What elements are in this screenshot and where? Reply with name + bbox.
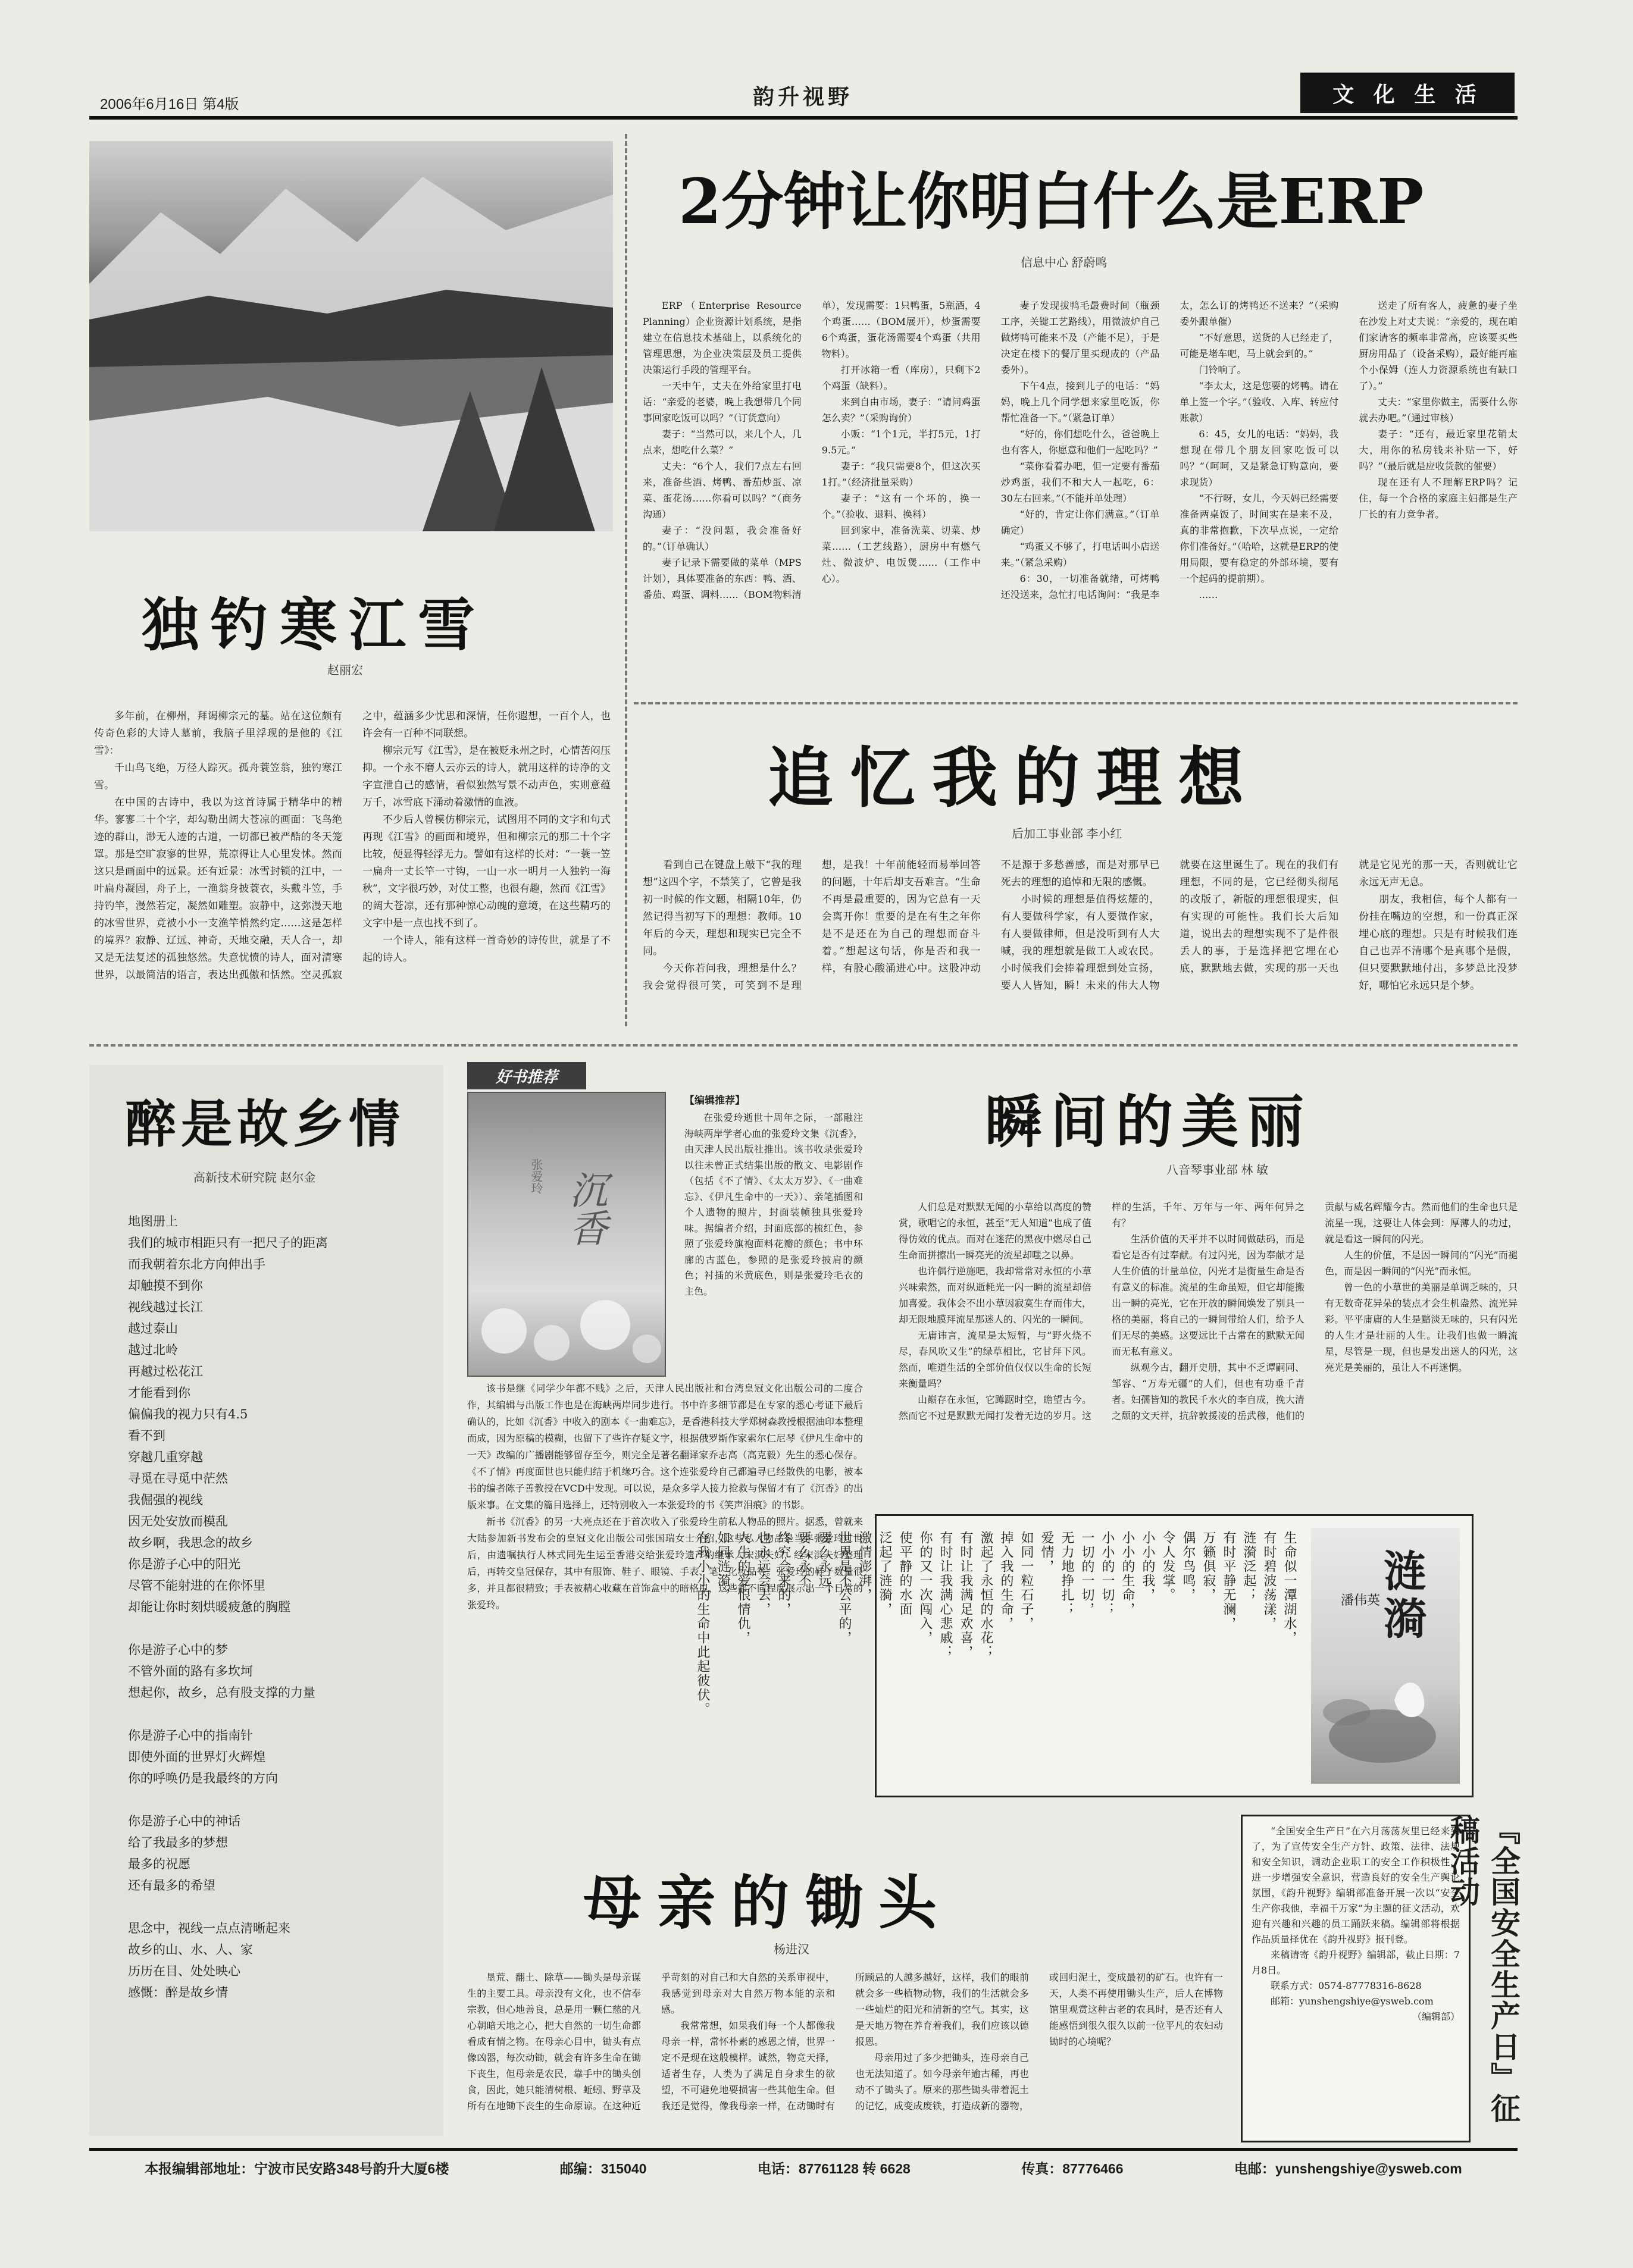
- poem-line: 你是游子心中的阳光: [128, 1557, 240, 1571]
- section-divider: [634, 702, 1518, 704]
- poem-line: 思念中，视线一点点清晰起来: [128, 1921, 290, 1935]
- poem-column: 如同一粒石子，: [1019, 1531, 1034, 1631]
- paragraph: 回到家中，准备洗菜、切菜、炒菜……（工艺线路），厨房中有燃气灶、微波炉、电饭煲……（工作中心）。: [821, 525, 981, 584]
- paragraph: 也许偶行逆施吧，我却常常对永恒的小草兴味索然，而对纵逝耗光一闪一瞬的流星却倍加喜爱。我体会不出小草因寂寞生存而伟大，却无限地膜拜流星那迷人的、闪光的一瞬间。: [899, 1265, 1091, 1325]
- paragraph: 看到自己在键盘上敲下“我的理想”这四个字，不禁笑了，它曾是我初一时候的作文题，相隔10年，仍然记得当初写下的理想：教师。10年后的今天，理想和现实已完全不同。: [643, 859, 802, 957]
- poem-line: 最多的祝愿: [128, 1857, 190, 1871]
- section-banner: [1300, 73, 1515, 113]
- paragraph: 6：30，一切准备就绪，可烤鸭还没送来，急忙打电话询问：“我是李太，怎么订的烤鸭还不送来？”（采购委外跟单催）: [1000, 300, 1339, 600]
- poem-line: 想起你，故乡，总有股支撑的力量: [128, 1686, 315, 1700]
- paragraph: 纵观今古，翻开史册，其中不乏谭嗣同、邹容、“万寿无疆”的人们，但也有功垂千青者。妇孺皆知的教民千水火的李自成，挽大清之颓的文天祥，抗辞敦援凌的岳武穆，他们的贡献与威名辉耀今古。然而他们的生命也只是流星一现，这要让人体会到：厚薄人的功过，就是看这一瞬间的闪光。: [1112, 1201, 1518, 1421]
- poem-column: 人生的爱恨情仇，: [736, 1531, 750, 1645]
- book-tag-label: 好书推荐: [495, 1068, 558, 1086]
- paragraph: 多年前，在柳州，拜谒柳宗元的墓。站在这位颇有传奇色彩的大诗人墓前，我脑子里浮现的是他的《江雪》：: [94, 710, 342, 757]
- poem-column: 小小的生命，: [1120, 1531, 1135, 1617]
- hometown-title: 醉是故乡情: [125, 1094, 405, 1154]
- section-divider: [89, 1044, 1518, 1047]
- lotus-icon: [1311, 1665, 1460, 1784]
- paragraph: 下午4点，接到儿子的电话：“妈妈，晚上几个同学想来家里吃饭，你帮忙准备一下。”（紧急订单）: [1000, 380, 1160, 424]
- paragraph: 生活价值的天平并不以时间做砝码，而是看它是否有过奉献。有过闪光，因为奉献才是人生价值的计量单位，闪光才是衡量生命是否有意义的标准。流星的生命虽短，但它却能搬出一瞬的亮光，它在开放的瞬间焕发了别具一格的美丽，将自己的一瞬间带给人们，给予人们无尽的美感。这要远比千古常在的默默无闻而无私有意义。: [1112, 1233, 1304, 1357]
- poem-column: 终究会来的，: [776, 1531, 791, 1617]
- paper-name: 韵升视野: [753, 84, 853, 109]
- beauty-title: 瞬间的美丽: [985, 1088, 1312, 1155]
- book-cover-title: 沉香: [563, 1170, 607, 1246]
- poem-column: 要么永不。: [796, 1531, 811, 1602]
- paragraph: 妻子：“没问题，我会准备好的。”（订单确认）: [643, 525, 802, 552]
- paragraph: 妻子：“我只需要8个，但这次买1打。”（经济批量采购）: [821, 461, 981, 488]
- poem-line: 穿越几重穿越: [128, 1450, 203, 1464]
- safety-side-title: 『全国安全生产日』征稿活动: [1446, 1815, 1521, 2124]
- hometown-lines: [128, 1211, 437, 2127]
- safety-text: [1252, 1824, 1460, 2133]
- ideal-title: 追忆我的理想: [768, 740, 1260, 816]
- poem-line: 历历在目、处处映心: [128, 1964, 240, 1978]
- paragraph: 人们总是对默默无闻的小草给以高度的赞赏，歌唱它的永恒，甚至“无人知道”也成了值得仿效的优点。而对在迷茫的黑夜中燃尽自己生命而拼擦出一瞬亮光的流星却嗤之以鼻。: [899, 1201, 1091, 1261]
- poem-column: 如同涟漪，: [715, 1531, 730, 1602]
- book-cover: [467, 1092, 666, 1377]
- poem-column: 掉入我的生命，: [999, 1531, 1013, 1631]
- poem-column: 有时让我满心悲戚；: [938, 1531, 953, 1659]
- poem-column: 在我小小的生命中此起彼伏。: [695, 1531, 710, 1716]
- paragraph: 今天你若问我，理想是什么？我会觉得很可笑，可笑到不是理想，是我！十年前能轻而易举回答的问题，十年后却支吾难言。“生命不再是最重要的，因为它总有一天会离开你！重要的是在有生之年你是不是还在为自己的理想而奋斗着。”想起这句话，你是否和我一样，有股心酸涌进心中。这股冲动不是源于多愁善感，而是对那早已死去的理想的追悼和无限的感慨。: [643, 859, 1160, 992]
- poem-line: 地图册上: [128, 1214, 178, 1229]
- poem-line: 我们的城市相距只有一把尺子的距离: [128, 1236, 328, 1250]
- paragraph: “菜你看着办吧，但一定要有番茄炒鸡蛋，我们不和大人一起吃，6：30左右回来。”（不能并单处理）: [1000, 461, 1160, 504]
- header-rule: [89, 116, 1518, 120]
- paragraph: “好的，肯定让你们满意。”（订单确定）: [1000, 509, 1160, 536]
- poem-line: 你是游子心中的神话: [128, 1814, 240, 1828]
- paragraph: 新书《沉香》的另一大亮点还在于首次收入了张爱玲生前私人物品的照片。据悉，曾就来大陆参加新书发布会的皇冠文化出版公司张国瑞女士介绍，这些私人物品是当年张爱玲过世后，由遗嘱执行人林式同先生运至香港交给张爱玲遗产的继承人宋淇夫妇，经宋淇夫妇整理后，再转交皇冠保存，其中有服饰、鞋子、眼镜、手表、笔、化妆品等。张爱玲的鞋子数量很多，并且都很精致；手表被精心收藏在首饰盒中的暗格里，这些都不同程度展示出一个日常的张爱玲。: [467, 1516, 863, 1611]
- paragraph: ……: [1199, 589, 1218, 600]
- poem-column: 也永远会去，: [756, 1531, 771, 1617]
- footer: [89, 2153, 1518, 2182]
- paragraph: 小时候的理想是值得炫耀的，有人要做科学家，有人要做作家，有人要做律师，但是没听到有人大喊，我的理想就是做工人或农民。小时候我们会捧着理想到处宣扬，要人人皆知，瞬！未来的伟大人物就要在这里诞生了。现在的我们有理想，不同的是，它已经彻头彻尾的改版了，新版的理想很现实，但有实现的可能性。我们长大后知道，说出去的理想实现不了是件很丢人的事，于是选择把它埋在心底，默默地去做，实现的那一天也就是它见光的那一天，否则就让它永远无声无息。: [1000, 859, 1518, 992]
- poem-line: 还有最多的希望: [128, 1878, 215, 1893]
- poem-column: 你的又一次闯入，: [918, 1531, 933, 1645]
- paragraph: 千山鸟飞绝，万径人踪灭。孤舟蓑笠翁，独钓寒江雪。: [94, 762, 342, 791]
- poem-column: 有时让我满足欢喜，: [958, 1531, 973, 1659]
- erp-byline: 信息中心 舒蔚鸣: [1021, 256, 1108, 270]
- beauty-byline: 八音琴事业部 林 敏: [1166, 1164, 1269, 1177]
- book-body: [684, 1110, 863, 1375]
- safety-body: “全国安全生产日”在六月荡荡灰里已经来到了，为了宣传安全生产方针、政策、法律、法规和安全知识，调动企业职工的安全工作积极性，进一步增强安全意识，营造良好的安全生产舆论氛围，《韵升视野》编辑部准备开展一次以“安全生产你我他，幸福千万家”为主题的征文活动，欢迎有兴趣和兴趣的员工踊跃来稿。编辑部将根据作品质量择优在《韵升视野》报刊登。: [1252, 1825, 1460, 1945]
- paragraph: 人生的价值，不是因一瞬间的“闪光”而褪色，而是因一瞬间的“闪光”而永恒。: [1325, 1249, 1518, 1277]
- poem-line: 寻觅在寻觅中茫然: [128, 1471, 228, 1486]
- footer-address: 本报编辑部地址：宁波市民安路348号韵升大厦6楼: [145, 2160, 449, 2176]
- poem-line: 再越过松花江: [128, 1364, 203, 1379]
- snow-byline: 赵丽宏: [327, 664, 363, 677]
- poem-line: [128, 1896, 437, 1918]
- paragraph: 柳宗元写《江雪》，是在被贬永州之时，心情苦闷压抑。一个永不磨人云亦云的诗人，就用这样的诗净的文字宣泄自己的感情，看似独然写景不动声色，实则意蕴万千，冰雪底下涌动着激情的血液。: [362, 745, 611, 809]
- paragraph: 打开冰箱一看（库房），只剩下2个鸡蛋（缺料）。: [821, 364, 981, 391]
- poem-column: 无力地挣扎；: [1059, 1531, 1074, 1617]
- lianyi-author: 潘伟英: [1341, 1593, 1381, 1608]
- poem-column: 有时平静无澜，: [1221, 1531, 1236, 1631]
- paragraph: 妻子发现拔鸭毛最费时间（瓶颈工序，关键工艺路线），用微波炉自己做烤鸭可能来不及（产能不足），于是决定在楼下的餐厅里买现成的（产品委外）。: [1000, 300, 1160, 375]
- poem-column: 激起了永恒的水花；: [978, 1531, 993, 1659]
- poem-line: 故乡的山、水、人、家: [128, 1943, 253, 1957]
- footer-rule: [89, 2148, 1518, 2151]
- poem-column: 激情澎湃，: [857, 1531, 872, 1602]
- paragraph: 我常常想，如果我们每一个人都像我母亲一样，常怀朴素的感恩之情，世界一定不是现在这般模样。诚然，物竞天择，适者生存，人类为了满足自身求生的欲望，不可避免地要损害一些其他生命。但我还是觉得，像我母亲一样，在动锄时有所顾忌的人越多越好，这样，我们的眼前就会多一些植物动物，我们的生活就会多一些灿烂的阳光和清新的空气。其实，这是天地万物在养育着我们，我们应该以德报恩。: [661, 1972, 1029, 2112]
- poem-line: 故乡啊，我思念的故乡: [128, 1536, 253, 1550]
- landscape-photo: [89, 141, 613, 531]
- lianyi-box: [695, 1514, 1474, 1797]
- book-editor-label: 【编辑推荐】: [684, 1095, 745, 1107]
- paragraph: 垦荒、翻土、除草——锄头是母亲谋生的主要工具。母亲没有文化，也不信奉宗教，但心地善良，总是用一颗仁慈的凡心朝暗天地之心，把大自然的一切生命都看成有情之物。在母亲心目中，锄头有点像凶器，每次动锄，就会有许多生命在锄下丧生，但母亲是农民，靠手中的锄头创食，因此，她只能清树根、蚯蚓、野草及所有在地锄下丧生的生命原谅。在这种近乎苛刻的对自己和大自然的关系审视中，我感觉到母亲对大自然万物本能的亲和感。: [467, 1972, 835, 2112]
- footer-phone: 电话：87761128 转 6628: [757, 2160, 911, 2176]
- mother-byline: 杨进汉: [774, 1943, 809, 1956]
- paragraph: 妻子记录下需要做的菜单（MPS计划），具体要准备的东西：鸭、酒、番茄、鸡蛋、调料……（BOM物料清单），发现需要：1只鸭蛋，5瓶酒，4个鸡蛋……（BOM展开），炒蛋需要6个鸡蛋，蛋花汤需要4个鸡蛋（共用物料）。: [643, 300, 981, 600]
- poem-line: 视线越过长江: [128, 1300, 203, 1314]
- poem-column: 要么永远，: [816, 1531, 831, 1602]
- poem-column: 爱情，: [1039, 1531, 1054, 1574]
- snow-title: 独钓寒江雪: [142, 591, 487, 659]
- safety-email: 邮箱：yunshengshiye@ysweb.com: [1271, 1996, 1434, 2007]
- poem-line: 你是游子心中的梦: [128, 1643, 228, 1657]
- snow-body: [94, 708, 611, 1029]
- lianyi-title: 涟漪: [1377, 1549, 1427, 1644]
- paragraph: 一天中午，丈夫在外给家里打电话：“亲爱的老婆，晚上我想带几个同事回家吃饭可以吗？”（订货意向）: [643, 380, 802, 424]
- paragraph: 该书是继《同学少年都不贱》之后，天津人民出版社和台湾皇冠文化出版公司的二度合作，其编辑与出版工作也是在海峡两岸同步进行。书中许多细节都是在专家的悉心考证下最后确认的，比如《沉香》中收入的剧本《一曲难忘》，是香港科技大学郑树森教授根据油印本整理而成，因为原稿的模糊，也留下了些许存疑文字，根据俄罗斯作家索尔仁尼琴《伊凡生命中的一天》改编的广播剧能够留存至今，则完全是著名翻译家乔志高（高克毅）先生的悉心保存。《不了情》再度面世也只能归结于机缘巧合。这个连张爱玲自己都遍寻已经散佚的电影，被本书的编者陈子善教授在VCD中发现。可以说，是众多学人接力抢救与保留才有了《沉香》的出版来事。在文集的篇目选择上，还特别收入一本张爱玲的书《笑声泪痕》的书影。: [467, 1383, 863, 1511]
- poem-line: 越过泰山: [128, 1321, 178, 1336]
- poem-line: 尽管不能射进的在你怀里: [128, 1578, 265, 1593]
- poem-column: 使平静的水面: [897, 1531, 912, 1617]
- poem-line: 而我朝着东北方向伸出手: [128, 1257, 265, 1271]
- paragraph: 妻子：“当然可以，来几个人，几点来，想吃什么菜？”: [643, 428, 802, 456]
- poem-line: 即使外面的世界灯火辉煌: [128, 1750, 265, 1764]
- paragraph: 无庸讳言，流星是太短暂，与“野火烧不尽，春风吹又生”的绿草相比，它甘拜下风。然而，唯道生活的全部价值仅仅以生命的长短来衡量吗？: [899, 1330, 1091, 1389]
- poem-column: 世界是不公平的，: [837, 1531, 852, 1645]
- paragraph: 丈夫：“家里你做主，需要什么你就去办吧。”（通过审核）: [1359, 396, 1518, 424]
- paragraph: “好的，你们想吃什么，爸爸晚上也有客人，你愿意和他们一起吃吗？”: [1000, 428, 1160, 456]
- poem-line: 你是游子心中的指南针: [128, 1728, 253, 1743]
- poem-line: [128, 1618, 437, 1639]
- paragraph: 曾一色的小草世的美丽是单调乏味的，只有无数奇花异朵的装点才会生机盎然、流光异彩。平平庸庸的人生是黯淡无味的，只有闪光的人生才是壮丽的人生。让我们也做一瞬流星，尽管是一现，但也是发出迷人的闪光，这亮光是美丽的，虽让人不再迷惘。: [1325, 1282, 1518, 1373]
- paragraph: 小贩：“1个1元，半打5元，1打9.5元。”: [821, 428, 981, 456]
- poem-line: [128, 1703, 437, 1725]
- paragraph: “不好意思，送货的人已经走了，可能是堵车吧，马上就会到的。”: [1180, 332, 1339, 359]
- book-tag: [467, 1062, 586, 1089]
- paragraph: 送走了所有客人，疲惫的妻子坐在沙发上对丈夫说：“亲爱的，现在咱们家请客的频率非常高，应该要买些厨房用品了（设备采购），最好能再雇个小保姆（连人力资源系统也有缺口了）。”: [1359, 300, 1518, 391]
- poem-column: 偶尔鸟鸣，: [1181, 1531, 1196, 1602]
- paragraph: 一个诗人，能有这样一首奇妙的诗传世，就是了不起的诗人。: [362, 935, 611, 964]
- footer-postcode: 邮编：315040: [559, 2160, 647, 2176]
- safety-deadline: 来稿请寄《韵升视野》编辑部，截止日期：7月8日。: [1252, 1949, 1460, 1976]
- poem-line: 我倔强的视线: [128, 1493, 203, 1507]
- poem-line: 看不到: [128, 1429, 165, 1443]
- paragraph: 在中国的古诗中，我以为这首诗属于精华中的精华。寥寥二十个字，却勾勒出阔大苍凉的画面：飞鸟绝迹的群山，渺无人迹的古道，一切都已被严酷的冬天笼罩。那是空旷寂寥的世界，荒凉得让人心里发怵。然而这只是画面中的远景。还有近景：冰雪封锁的江中，一叶扁舟凝固，舟子上，一渔翁身披蓑衣，头戴斗笠，手持钓竿，漫然若定，凝然如雕塑。寂静中，这弥漫天地的冰雪世界，竟被小小一支渔竿悄然约定……这是怎样的境界？寂静、辽远、神奇，天地交融，天人合一，却又是无法复述的孤独悠然。失意忧愤的诗人，面对清寒世界，以最简洁的语言，表达出孤傲和恬然。空灵孤寂之中，蕴涵多少忧思和深情，任你遐想，一百个人，也许会有一百种不同联想。: [94, 710, 611, 981]
- safety-box: [1241, 1815, 1471, 2142]
- paragraph: 来到自由市场，妻子：“请问鸡蛋怎么卖？”（采购询价）: [821, 396, 981, 424]
- paragraph: 妻子：“这有一个坏的，换一个。”（验收、退料、换料）: [821, 493, 981, 520]
- paragraph: “鸡蛋又不够了，打电话叫小店送来。”（紧急采购）: [1000, 541, 1160, 568]
- paragraph: 丈夫：“6个人，我们7点左右回来，准备些酒、烤鸭、番茄炒蛋、凉菜、蛋花汤……你看可以吗？”（商务沟通）: [643, 461, 802, 520]
- paragraph: 朋友，我相信，每个人都有一份挂在嘴边的空想，和一份真正深埋心底的理想。只是有时候我们连自己也弄不清哪个是真哪个是假，但只要默默地付出，多梦总比没梦好，哪怕它永远只是个梦。: [1359, 894, 1518, 992]
- hometown-byline: 高新技术研究院 赵尔金: [193, 1171, 316, 1185]
- section-label: 文 化 生 活: [1332, 82, 1482, 107]
- poem-column: 生命似一潭湖水，: [1282, 1531, 1297, 1645]
- paragraph: 母亲用过了多少把锄头，连母亲自己也无法知道了。如今母亲年逾古稀，再也动不了锄头了。原来的那些锄头带着泥土的记忆，成变成废铁，打造成新的器物，或回归泥土，变成最初的矿石。也许有一天，人类不再使用锄头生产，后人在博物馆里观赏这种古老的农具时，是否还有人能感悟到很久很久以前一位平凡的农妇动锄时的心境呢？: [855, 1972, 1223, 2112]
- mother-body: [467, 1969, 1223, 2148]
- paragraph: ERP（Enterprise Resource Planning）企业资源计划系统，是指建立在信息技术基础上，以系统化的管理思想，为企业决策层及员工提供决策运行手段的管理平台。: [643, 300, 802, 375]
- poem-line: 不管外面的路有多坎坷: [128, 1664, 253, 1678]
- paragraph: 门铃响了。: [1199, 364, 1247, 375]
- flower-decoration: [468, 1289, 665, 1376]
- erp-title: 2分钟让你明白什么是ERP: [678, 165, 1424, 238]
- paragraph: “不行呀，女儿，今天妈已经需要准备两桌饭了，时间实在是来不及，真的非常抱歉，下次早点说，一定给你们准备好。”（哈哈，这就是ERP的使用局限，要有稳定的外部环境，要有一个起码的提前期）。: [1180, 493, 1339, 584]
- beauty-body: [899, 1199, 1518, 1508]
- poem-line: 却能让你时刻烘暖疲惫的胸膛: [128, 1600, 290, 1614]
- column-divider: [625, 134, 627, 1026]
- poem-line: 越过北岭: [128, 1343, 178, 1357]
- mother-title: 母亲的锄头: [583, 1869, 953, 1937]
- poem-column: 泛起了涟漪，: [877, 1531, 892, 1617]
- ideal-byline: 后加工事业部 李小红: [1012, 828, 1122, 841]
- issue-date: 2006年6月16日 第4版: [100, 96, 239, 112]
- poem-line: 因无处安放而模乱: [128, 1514, 228, 1528]
- ideal-body: [643, 857, 1518, 1035]
- poem-column: 涟漪泛起；: [1241, 1531, 1256, 1602]
- poem-column: 一切的一切，: [1080, 1531, 1094, 1617]
- safety-phone: 联系方式：0574-87778316-8628: [1271, 1980, 1422, 1991]
- footer-fax: 传真：87776466: [1021, 2160, 1124, 2176]
- poem-line: 你的呼唤仍是我最终的方向: [128, 1771, 278, 1785]
- paragraph: 现在还有人不理解ERP吗？记住，每一个合格的家庭主妇都是生产厂长的有力竞争者。: [1359, 477, 1518, 520]
- poem-line: 给了我最多的梦想: [128, 1835, 228, 1850]
- poem-column: 万籁俱寂，: [1201, 1531, 1216, 1602]
- poem-line: 感慨：醉是故乡情: [128, 1985, 228, 2000]
- poem-column: 小小的我，: [1140, 1531, 1155, 1602]
- poem-line: [128, 1789, 437, 1810]
- poem-column: 令人发掌。: [1160, 1531, 1175, 1602]
- erp-body: [643, 297, 1518, 678]
- paragraph: 在张爱玲逝世十周年之际，一部融注海峡两岸学者心血的张爱玲文集《沉香》，由天津人民出版社推出。该书收录张爱玲以往未曾正式结集出版的散文、电影剧作（包括《不了情》、《太太万岁》、《一曲难忘》、《伊凡生命中的一天》）、亲笔插图和个人遗物的照片，封面装帧独具张爱玲味。据编者介绍，封面底部的梳红色，参照了张爱玲旗袍面料花瓣的颜色；书中环廊的古蓝色，参照的是张爱玲披肩的颜色；衬插的米黄底色，则是张爱玲毛衣的主色。: [684, 1112, 863, 1297]
- paragraph: 妻子：“还有，最近家里花销太大，用你的私房钱来补贴一下，好吗？”（最后就是应收货款的催要）: [1359, 428, 1518, 472]
- poem-column: 有时碧波荡漾，: [1262, 1531, 1277, 1631]
- poem-line: 偏偏我的视力只有4.5: [128, 1407, 248, 1421]
- poem-line: 才能看到你: [128, 1386, 190, 1400]
- footer-email: 电邮：yunshengshiye@ysweb.com: [1234, 2160, 1462, 2176]
- poem-column: 小小的一切；: [1100, 1531, 1115, 1617]
- book-cover-author: 张爱玲: [529, 1158, 543, 1194]
- safety-sign: （编辑部）: [1412, 2011, 1460, 2022]
- paragraph: 不少后人曾模仿柳宗元，试图用不同的文字和句式再现《江雪》的画面和境界，但和柳宗元的那二十个字比较，便显得轻浮无力。譬如有这样的长对：“一蓑一笠一扁舟一丈长竿一寸钩，一山一水一明月一人独钓一海秋”，文字很巧妙，对仗工整，也很有趣，然而《江雪》的阔大苍凉，还有那种惊心动魄的意境，在这些精巧的文字中是一点也找不到了。: [362, 814, 611, 929]
- poem-line: 却触摸不到你: [128, 1279, 203, 1293]
- paragraph: 6：45，女儿的电话：“妈妈，我想现在带几个朋友回家吃饭可以吗？”（呵呵，又是紧急订购意向，要求现货）: [1180, 428, 1339, 488]
- lianyi-columns: [695, 1531, 1299, 1781]
- paragraph: “李太太，这是您要的烤鸭。请在单上签一个字。”（验收、入库、转应付账款）: [1180, 380, 1339, 424]
- paragraph: 山巅存在永恒，它蹲踞时空，瞻望古今。然而它不过是默默无闻打发着无边的岁月。这样的生活，千年、万年与一年、两年何异之有？: [899, 1201, 1304, 1421]
